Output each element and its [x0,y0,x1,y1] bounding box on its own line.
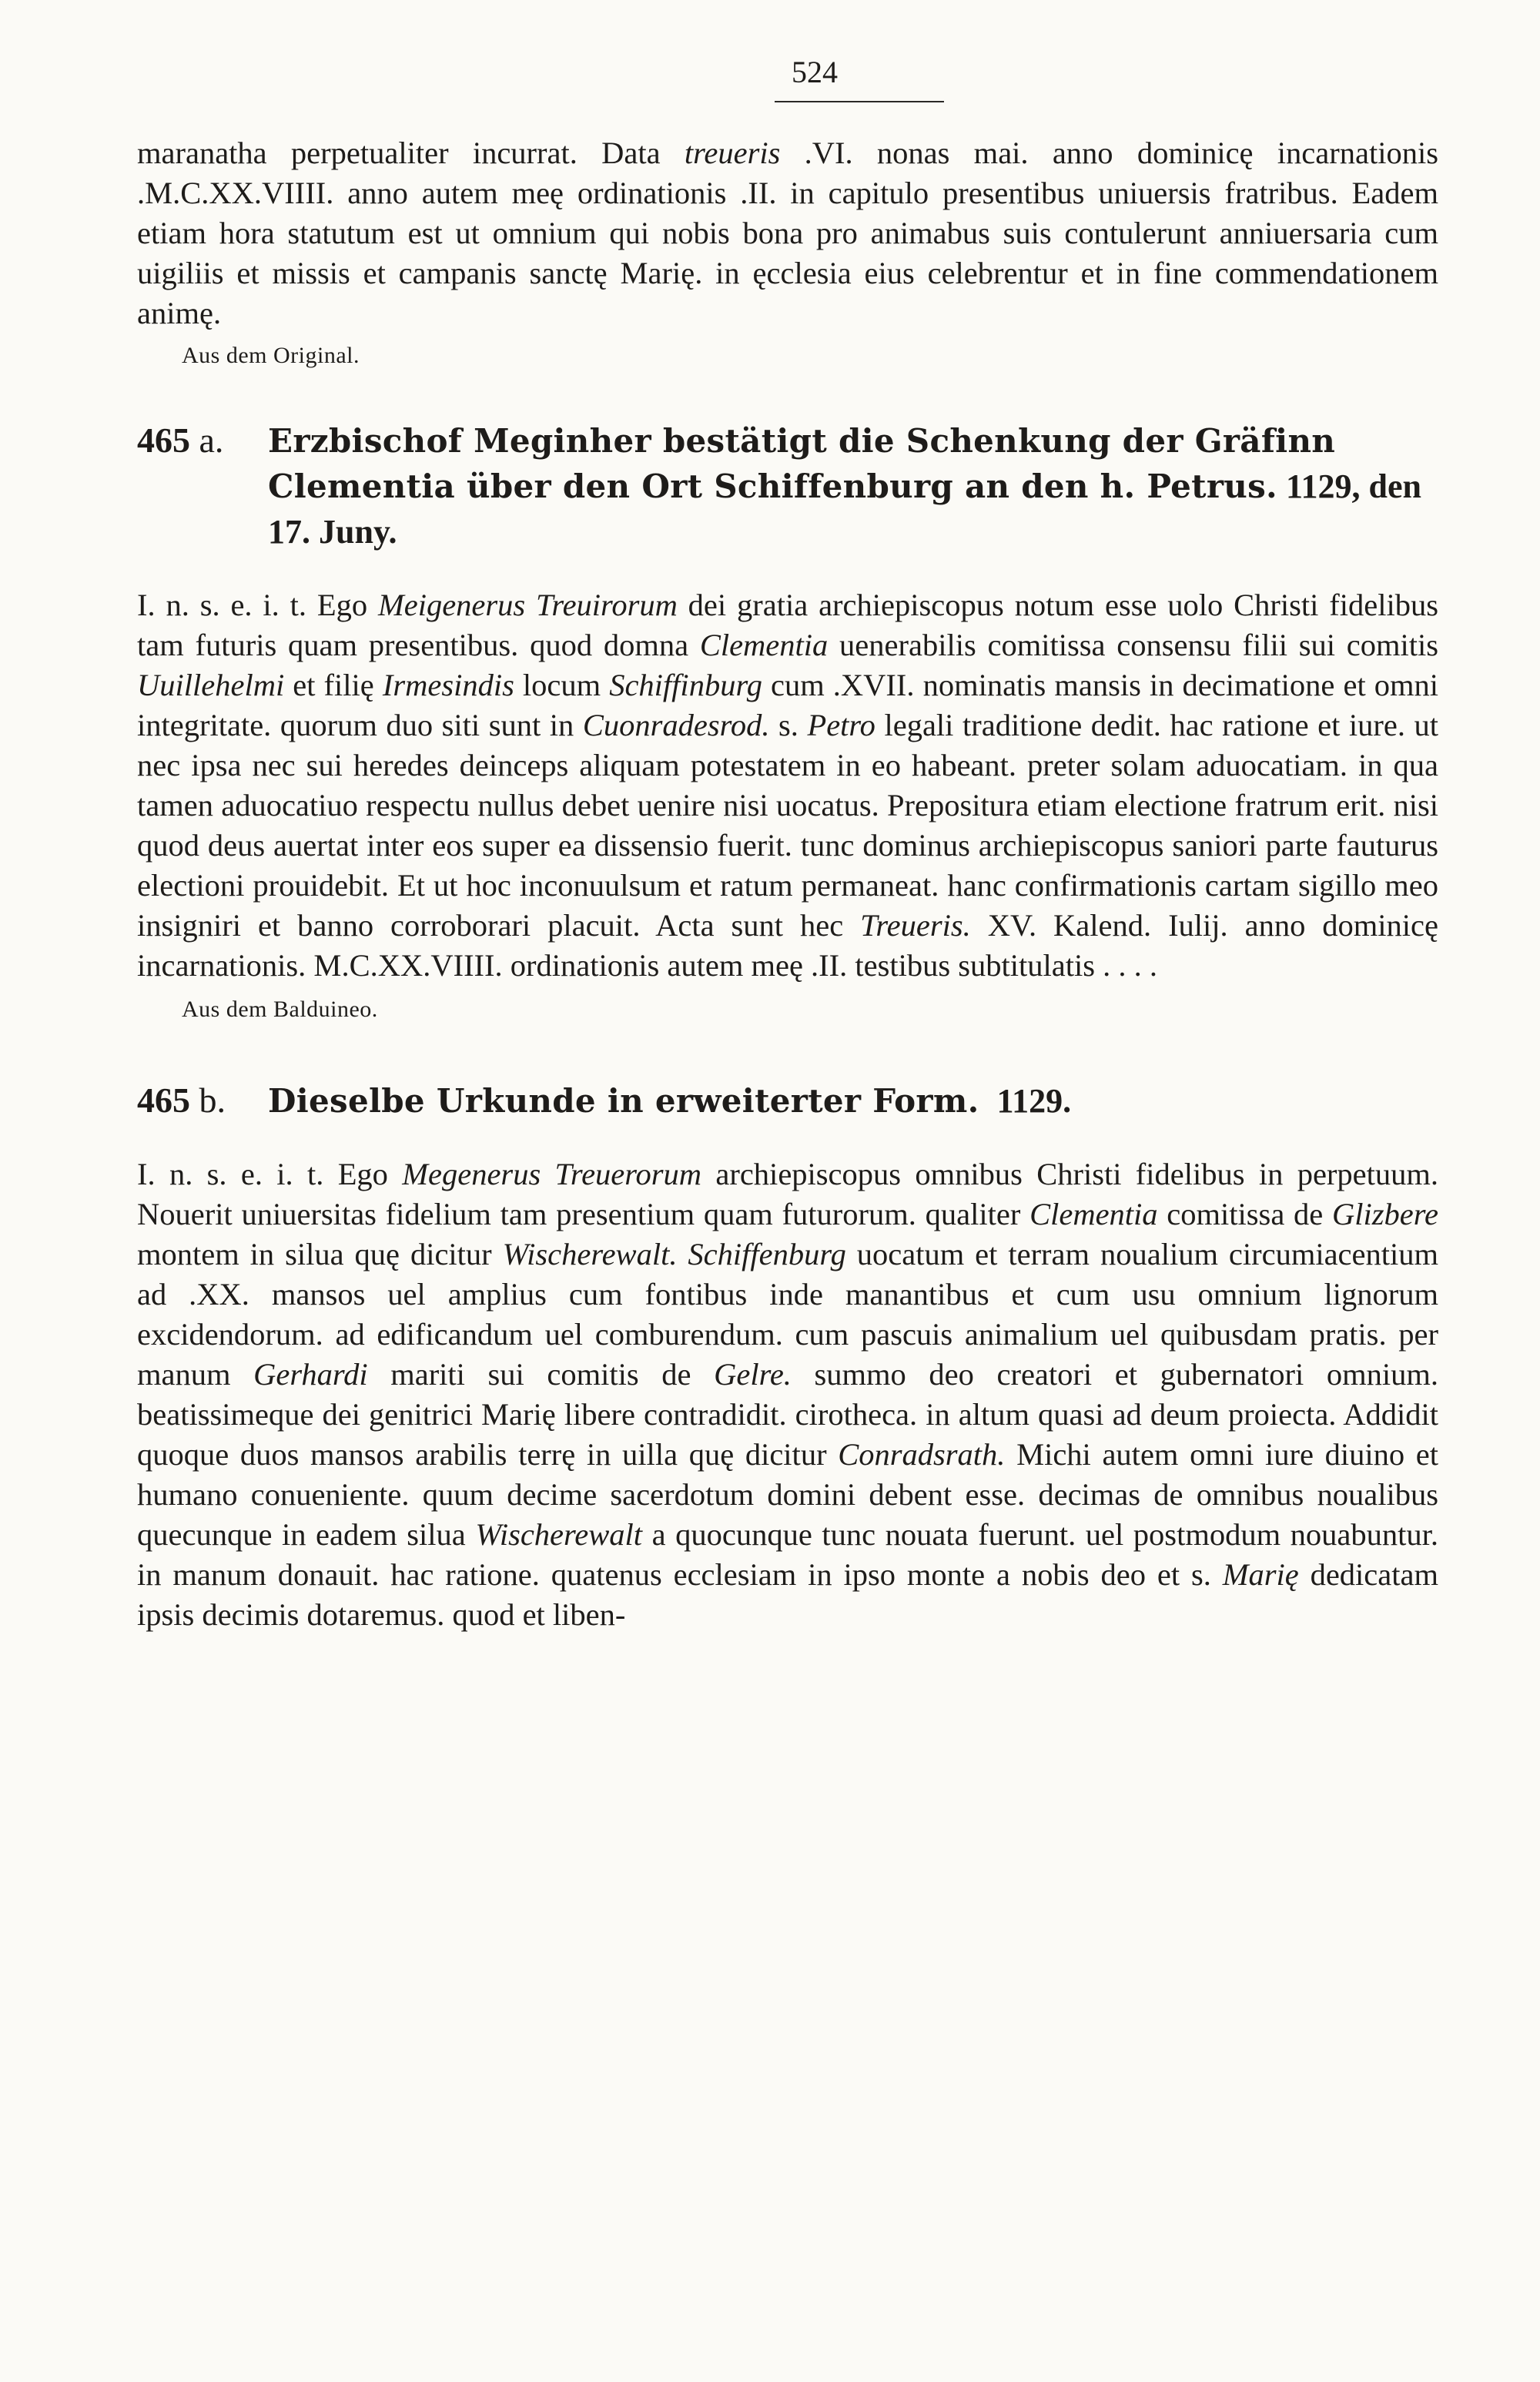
page-number: 524 [792,55,838,89]
italic-name: Petro [807,708,875,742]
text-run: legali traditione dedit. hac ratione et iure. ut nec ipsa nec sui heredes deinceps aliquam potestatem in eo habeant. preter solam aduocatiam. in qua tamen aduocatiuo respectu nullus debet uenire nisi uocatus. Prepositura etiam electione fratrum erit. nisi quod deus auertat inter eos super ea dissensio fuerit. tunc dominus archiepiscopus saniori parte fauturus electioni prouidebit. Et ut hoc inconuulsum et ratum permaneat. hanc confirmationis cartam sigillo meo insigniri et banno corroborari placuit. Acta sunt hec [137,708,1438,943]
charter-text-465b [137,1154,1438,1635]
charter-letter: b. [190,1080,226,1120]
text-run: archiepiscopus omnibus Christi fidelibus in perpetuum. Nouerit uniuersitas fidelium tam presentium quam futurorum. qualiter [137,1157,1439,1231]
source-note: Aus dem Balduineo. [182,997,378,1022]
italic-name: Glizbere [1332,1197,1438,1231]
italic-name: Schiffenburg [688,1237,846,1271]
text-run: s. [769,708,808,742]
continuation-paragraph [137,133,1438,333]
charter-number [137,1078,226,1123]
charter-number-digits: 465 [137,1080,190,1120]
text-run: dei gratia archiepiscopus notum esse uolo Christi fidelibus tam futuris quam presentibus. quod domna [137,588,1439,662]
text-run [677,1237,688,1271]
charter-letter: a. [190,420,224,460]
italic-name: Treueris. [860,908,971,943]
italic-name: Marię [1222,1557,1299,1592]
italic-name: Clementia [699,628,829,662]
charter-date: 1129. [996,1082,1072,1120]
text-run: uenerabilis comitissa consensu filii sui comitis [828,628,1438,662]
text-run: summo deo creatori et gubernatori omnium. beatissimeque dei genitrici Marię libere contradidit. cirotheca. in altum quasi ad deum proiecta. Addidit quoque duos mansos arabilis terrę in uilla quę dicitur [137,1357,1438,1472]
charter-day: den 17. Juny. [268,467,1422,551]
italic-place-name: treueris [684,136,781,170]
italic-name: Wischerewalt [475,1517,643,1552]
text-run: locum [514,668,610,702]
text-run: a quocunque tunc nouata fuerunt. uel postmodum nouabuntur. in manum donauit. hac ratione. quatenus ecclesiam in ipso monte a nobis deo et s. [137,1517,1438,1592]
italic-name: Conradsrath. [838,1437,1006,1472]
text-run: Michi autem omni iure diuino et humano conueniente. quum decime sacerdotum domini debent esse. decimas de omnibus noualibus quecunque in eadem silua [137,1437,1438,1552]
section-heading-465a [137,418,1438,554]
text-run: I. n. s. e. i. t. Ego [137,588,378,622]
italic-name: Megenerus Treuerorum [402,1157,702,1191]
document-page [137,54,1438,1635]
italic-name: Uuillehelmi [137,668,285,702]
charter-date: 1129, [1277,467,1369,505]
italic-name: Gelre. [714,1357,792,1392]
italic-name: Gerhardi [253,1357,368,1392]
section-heading-465b [137,1078,1438,1124]
text-run: dedicatam ipsis decimis dotaremus. quod et liben- [137,1557,1438,1632]
text-run: maranatha perpetualiter incurrat. Data [137,136,685,170]
header-rule [775,101,944,102]
charter-number [137,418,223,463]
text-run: uocatum et terram noualium circumiacentium ad .XX. mansos uel amplius cum fontibus inde manantibus et cum usu omnium lignorum excidendorum. ad edificandum uel comburendum. cum pascuis animalium uel quibusdam pratis. per manum [137,1237,1439,1392]
text-run: comitissa de [1157,1197,1333,1231]
text-run: mariti sui comitis de [367,1357,715,1392]
italic-name: Irmesindis [382,668,514,702]
text-run: .VI. nonas mai. anno dominicę incarnationis .M.C.XX.VIIII. anno autem meę ordinationis .II. in capitulo presentibus uniuersis fratribus. Eadem etiam hora statutum est ut omnium qui nobis bona pro animabus suis contulerunt anniuersaria cum uigiliis et missis et campanis sanctę Marię. in ęcclesia eius celebrentur et in fine commendationem animę. [137,136,1438,330]
italic-name: Wischerewalt. [502,1237,678,1271]
italic-name: Clementia [1029,1197,1158,1231]
charter-text-465a [137,585,1438,986]
text-run: cum .XVII. nominatis mansis in decimatione et omni integritate. quorum duo siti sunt in [137,668,1439,742]
italic-name: Cuonradesrod. [582,708,770,742]
text-run: montem in silua quę dicitur [137,1237,503,1271]
italic-name: Meigenerus Treuirorum [377,588,678,622]
text-run: I. n. s. e. i. t. Ego [137,1157,403,1191]
charter-title: Dieselbe Urkunde in erweiterter Form. [268,1082,979,1120]
source-note: Aus dem Original. [182,343,360,368]
charter-number-digits: 465 [137,420,190,460]
text-run: XV. Kalend. Iulij. anno dominicę incarnationis. M.C.XX.VIIII. ordinationis autem meę .II. testibus subtitulatis . . . . [137,908,1438,983]
text-run: et filię [284,668,383,702]
charter-title: Erzbischof Meginher bestätigt die Schenkung der Gräfinn Clementia über den Ort Schiffenburg an den h. Petrus. [268,422,1336,505]
italic-name: Schiffinburg [609,668,762,702]
